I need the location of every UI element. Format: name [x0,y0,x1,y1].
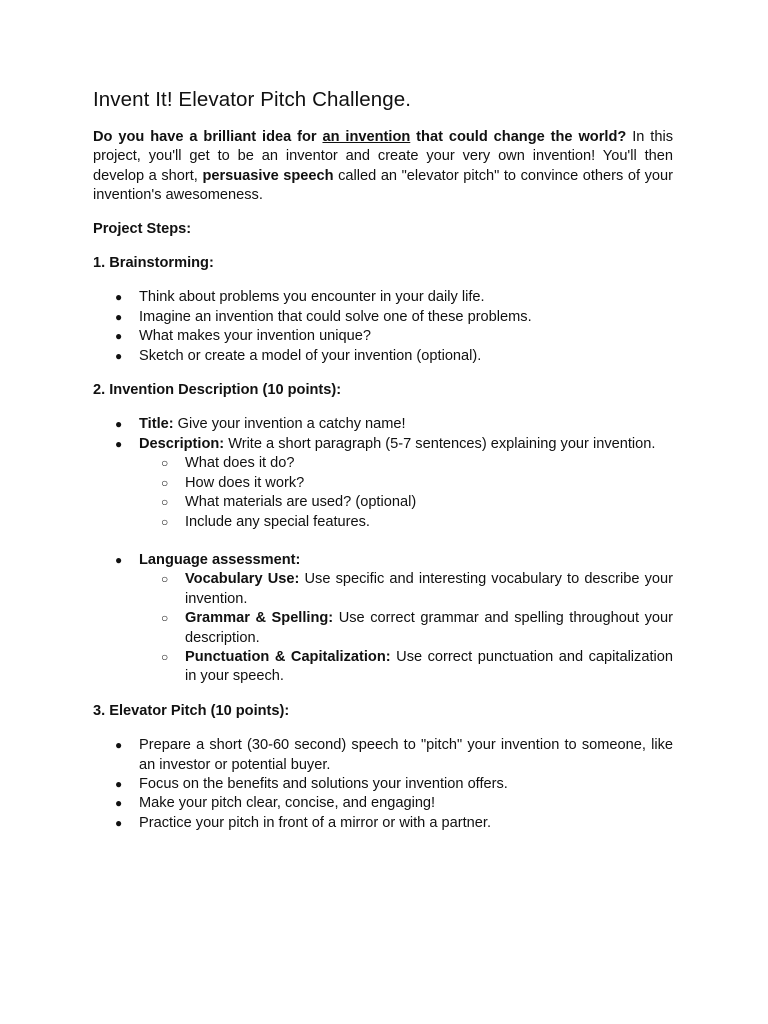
hollow-bullet-icon: ○ [161,514,169,529]
hollow-bullet-icon: ○ [161,456,169,471]
step3-list [93,736,673,833]
list-item-text: Sketch or create a model of your invention (optional). [139,347,482,364]
list-item-description [93,435,673,532]
list-item-title [93,415,673,434]
step1-heading: 1. Brainstorming: [93,255,214,272]
intro-text-2: called an "elevator pitch" to convince others of your invention's awesomeness. [93,167,673,204]
sublist-item-label: Punctuation & Capitalization: [185,648,391,665]
sublist-item-label: Vocabulary Use: [185,571,300,588]
intro-bold-mid: persuasive speech [202,167,334,184]
document-page [93,86,673,833]
list-item-text: Imagine an invention that could solve one of these problems. [139,308,532,325]
list-item-text: Make your pitch clear, concise, and engaging! [139,795,436,812]
sublist-item-text: Include any special features. [185,513,370,530]
list-item [93,327,673,346]
intro-bold-tail: that could change the world? [410,129,627,145]
bullet-icon: ● [115,309,123,324]
step3-heading: 3. Elevator Pitch (10 points): [93,702,290,719]
bullet-icon: ● [115,290,123,305]
intro-invention-link-text: an invention [322,129,411,145]
sublist-item [139,454,673,473]
sublist-item-text: Use correct grammar and spelling throughout your description. [185,610,673,646]
bullet-icon: ● [115,348,123,363]
description-sublist [139,454,673,532]
hollow-bullet-icon: ○ [161,611,169,626]
list-item [93,288,673,307]
bullet-icon: ● [115,796,123,811]
hollow-bullet-icon: ○ [161,495,169,510]
bullet-icon: ● [115,417,123,432]
intro-text-1: In this project, you'll get to be an inventor and create your very own invention! You'll then develop a short, [93,129,673,184]
hollow-bullet-icon: ○ [161,649,169,664]
sublist-item-text: Use specific and interesting vocabulary to describe your invention. [185,571,673,607]
list-item [93,308,673,327]
list-item [93,347,673,366]
project-steps-label: Project Steps: [93,220,192,237]
sublist-item-text: What materials are used? (optional) [185,494,417,511]
list-item-text: Think about problems you encounter in your daily life. [139,289,485,306]
sublist-item-text: What does it do? [185,455,295,472]
sublist-item [139,513,673,532]
sublist-item-label: Grammar & Spelling: [185,610,334,627]
hollow-bullet-icon: ○ [161,572,169,587]
intro-paragraph [93,128,673,206]
sublist-item [139,474,673,493]
step2-list [93,415,673,686]
bullet-icon: ● [115,329,123,344]
language-sublist [139,570,673,686]
bullet-icon: ● [115,552,123,567]
list-item-text: What makes your invention unique? [139,328,372,345]
bullet-icon: ● [115,776,123,791]
title-text: Give your invention a catchy name! [173,416,406,433]
sublist-item [139,609,673,648]
list-item [93,814,673,833]
list-item-language [93,551,673,687]
sublist-item-text: Use correct punctuation and capitalization in your speech. [185,648,673,685]
title-label: Title: [139,416,174,433]
bullet-icon: ● [115,436,123,451]
list-item-text: Focus on the benefits and solutions your invention offers. [139,775,508,792]
list-item-text: Practice your pitch in front of a mirror or with a partner. [139,814,492,831]
list-item-text: Prepare a short (30-60 second) speech to "pitch" your invention to someone, like an investor or potential buyer. [139,737,673,773]
bullet-icon: ● [115,815,123,830]
list-item [93,736,673,775]
step2-heading: 2. Invention Description (10 points): [93,382,342,399]
sublist-item [139,493,673,512]
hollow-bullet-icon: ○ [161,475,169,490]
list-item [93,794,673,813]
sublist-item [139,648,673,687]
language-label: Language assessment: [139,551,301,568]
bullet-icon: ● [115,738,123,753]
sublist-item [139,570,673,609]
step1-list [93,288,673,366]
document-title: Invent It! Elevator Pitch Challenge. [93,88,412,111]
description-text: Write a short paragraph (5-7 sentences) explaining your invention. [224,435,656,452]
intro-bold-lead: Do you have a brilliant idea for [93,129,323,145]
list-item [93,775,673,794]
description-label: Description: [139,435,225,452]
sublist-item-text: How does it work? [185,474,305,491]
